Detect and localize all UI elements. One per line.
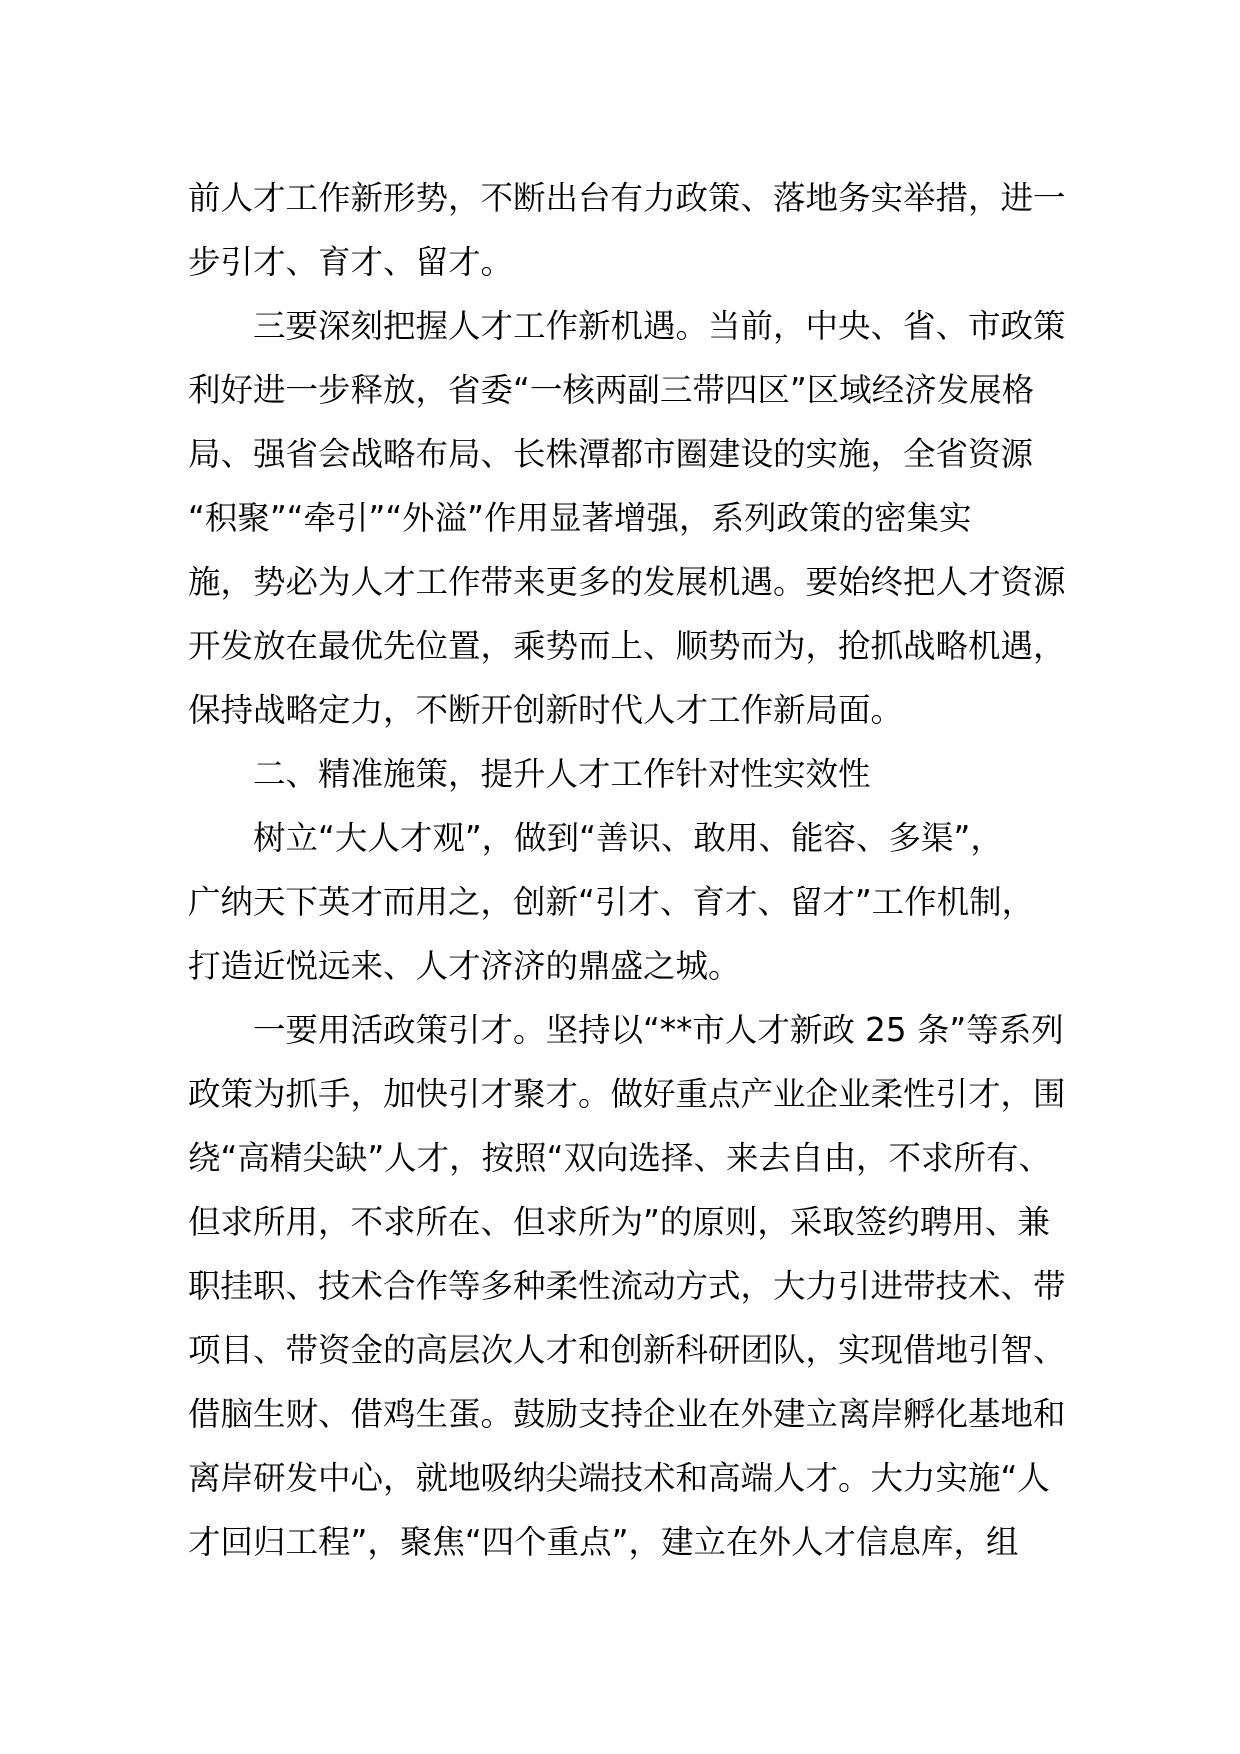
text-line: 政策为抓手，加快引才聚才。做好重点产业企业柔性引才，围	[188, 1075, 1066, 1113]
body-text	[188, 166, 1064, 1574]
paragraph-start-line: 树立“大人才观”，做到“善识、敢用、能容、多渠”，	[253, 819, 1003, 857]
text-line: 但求所用，不求所在、但求所为”的原则，采取签约聘用、兼	[188, 1203, 1050, 1241]
text-line: 职挂职、技术合作等多种柔性流动方式，大力引进带技术、带	[188, 1267, 1066, 1305]
text-line: 绕“高精尖缺”人才，按照“双向选择、来去自由，不求所有、	[188, 1139, 1052, 1177]
text-line: 才回归工程”，聚焦“四个重点”，建立在外人才信息库，组	[188, 1523, 1019, 1561]
text-line: 前人才工作新形势，不断出台有力政策、落地务实举措，进一	[188, 179, 1066, 217]
text-line: 开发放在最优先位置，乘势而上、顺势而为，抢抓战略机遇，	[188, 627, 1066, 665]
text-line: 保持战略定力，不断开创新时代人才工作新局面。	[188, 691, 904, 729]
text-line: 施，势必为人才工作带来更多的发展机遇。要始终把人才资源	[188, 563, 1066, 601]
section-heading: 二、精准施策，提升人才工作针对性实效性	[253, 755, 871, 793]
text-line: “积聚”“牵引”“外溢”作用显著增强，系列政策的密集实	[188, 499, 972, 537]
text-line: 利好进一步释放，省委“一核两副三带四区”区域经济发展格	[188, 371, 1035, 409]
text-line: 步引才、育才、留才。	[188, 243, 514, 281]
paragraph-start-line: 一要用活政策引才。坚持以“**市人才新政 25 条”等系列	[253, 1011, 1064, 1049]
text-line: 局、强省会战略布局、长株潭都市圈建设的实施，全省资源	[188, 435, 1034, 473]
text-line: 离岸研发中心，就地吸纳尖端技术和高端人才。大力实施“人	[188, 1459, 1050, 1497]
paragraph-start-line: 三要深刻把握人才工作新机遇。当前，中央、省、市政策	[253, 307, 1066, 345]
text-line: 借脑生财、借鸡生蛋。鼓励支持企业在外建立离岸孵化基地和	[188, 1395, 1066, 1433]
text-line: 项目、带资金的高层次人才和创新科研团队，实现借地引智、	[188, 1331, 1066, 1369]
text-line: 打造近悦远来、人才济济的鼎盛之城。	[188, 947, 741, 985]
text-line: 广纳天下英才而用之，创新“引才、育才、留才”工作机制，	[188, 883, 1035, 921]
